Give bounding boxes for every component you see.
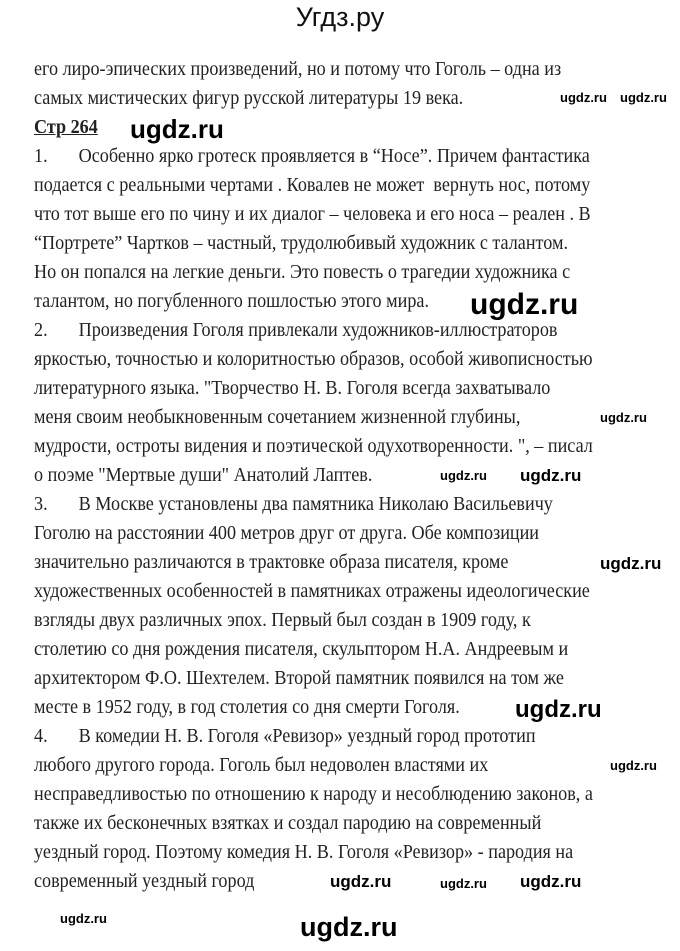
answer-text: взгляды двух различных эпох. Первый был создан в 1909 году, к <box>34 610 531 631</box>
answer-line <box>34 261 570 285</box>
answer-text: В Москве установлены два памятника Николаю Васильевичу <box>78 494 553 515</box>
answer-first-line <box>34 493 553 517</box>
answer-text: несправедливостью по отношению к народу и несоблюдению законов, а <box>34 784 593 805</box>
answer-line <box>34 870 254 894</box>
watermark: ugdz.ru <box>610 758 657 773</box>
answer-text: уездный город. Поэтому комедия Н. В. Гоголя «Ревизор» - пародия на <box>34 842 574 863</box>
watermark: ugdz.ru <box>470 288 579 321</box>
intro-line: самых мистических фигур русской литературы 19 века. <box>34 88 464 109</box>
watermark: ugdz.ru <box>600 410 647 425</box>
section-heading: Стр 264 <box>34 117 98 138</box>
answer-text: любого другого города. Гоголь был недоволен властями их <box>34 755 489 776</box>
answer-line <box>34 551 508 575</box>
watermark: ugdz.ru <box>620 90 667 105</box>
answer-text: мудрости, остроты видения и поэтической одухотворенности. ", – писал <box>34 436 593 457</box>
answer-text: Произведения Гоголя привлекали художников-иллюстраторов <box>78 320 558 341</box>
watermark: ugdz.ru <box>440 876 487 891</box>
watermark: ugdz.ru <box>515 696 602 723</box>
answer-line <box>34 377 550 401</box>
watermark: ugdz.ru <box>520 872 582 891</box>
answer-line <box>34 406 520 430</box>
answer-text: В комедии Н. В. Гоголя «Ревизор» уездный город прототип <box>78 726 536 747</box>
answer-line <box>34 812 541 836</box>
answer-line <box>34 522 539 546</box>
answer-text: Но он попался на легкие деньги. Это повесть о трагедии художника с <box>34 262 571 283</box>
answer-line <box>34 783 593 807</box>
answer-text: “Портрете” Чартков – частный, трудолюбивый художник с талантом. <box>34 233 568 254</box>
answer-line <box>34 174 590 198</box>
answer-line <box>34 203 591 227</box>
answer-line <box>34 580 590 604</box>
answer-line <box>34 464 372 488</box>
answer-text: талантом, но погубленного пошлостью этого мира. <box>34 291 429 312</box>
answer-text: художественных особенностей в памятниках отражены идеологические <box>34 581 590 602</box>
answer-first-line <box>34 145 590 169</box>
answer-number: 4. <box>34 726 48 747</box>
answer-text: значительно различаются в трактовке образа писателя, кроме <box>34 552 509 573</box>
watermark: ugdz.ru <box>600 554 662 573</box>
watermark: ugdz.ru <box>440 468 487 483</box>
watermark: ugdz.ru <box>560 90 607 105</box>
answer-text: меня своим необыкновенным сочетанием жизненной глубины, <box>34 407 521 428</box>
answer-line <box>34 667 564 691</box>
answer-line <box>34 609 531 633</box>
answer-text: Особенно ярко гротеск проявляется в “Носе”. Причем фантастика <box>78 146 590 167</box>
answer-text: Гоголю на расстоянии 400 метров друг от друга. Обе композиции <box>34 523 540 544</box>
answer-text: о поэме "Мертвые души" Анатолий Лаптев. <box>34 465 373 486</box>
answer-line <box>34 638 568 662</box>
answer-line <box>34 232 568 256</box>
watermark: ugdz.ru <box>330 872 392 891</box>
answer-text: столетию со дня рождения писателя, скульптором Н.А. Андреевым и <box>34 639 569 660</box>
watermark: ugdz.ru <box>60 911 107 926</box>
intro-line: его лиро-эпических произведений, но и потому что Гоголь – одна из <box>34 59 562 80</box>
answer-text: подается с реальными чертами . Ковалев не может вернуть нос, потому <box>34 175 591 196</box>
answer-line <box>34 435 593 459</box>
watermark: ugdz.ru <box>300 912 398 942</box>
answer-text: современный уездный город <box>34 871 255 892</box>
answer-line <box>34 290 429 314</box>
answer-number: 3. <box>34 494 48 515</box>
answer-number: 1. <box>34 146 48 167</box>
watermark: ugdz.ru <box>130 114 224 144</box>
answer-text: что тот выше его по чину и их диалог – человека и его носа – реален . В <box>34 204 591 225</box>
answer-text: литературного языка. "Творчество Н. В. Гоголя всегда захватывало <box>34 378 551 399</box>
answer-first-line <box>34 725 536 749</box>
answer-text: архитектором Ф.О. Шехтелем. Второй памятник появился на том же <box>34 668 564 689</box>
answer-text: яркостью, точностью и колоритностью образов, особой живописностью <box>34 349 593 370</box>
site-title: Угдз.ру <box>295 2 385 32</box>
answer-text: месте в 1952 году, в год столетия со дня смерти Гоголя. <box>34 697 460 718</box>
answer-line <box>34 841 573 865</box>
answer-line <box>34 696 460 720</box>
answer-first-line <box>34 319 558 343</box>
answer-text: также их бесконечных взятках и создал пародию на современный <box>34 813 542 834</box>
answer-line <box>34 754 488 778</box>
answer-number: 2. <box>34 320 48 341</box>
watermark: ugdz.ru <box>520 466 582 485</box>
answer-line <box>34 348 593 372</box>
